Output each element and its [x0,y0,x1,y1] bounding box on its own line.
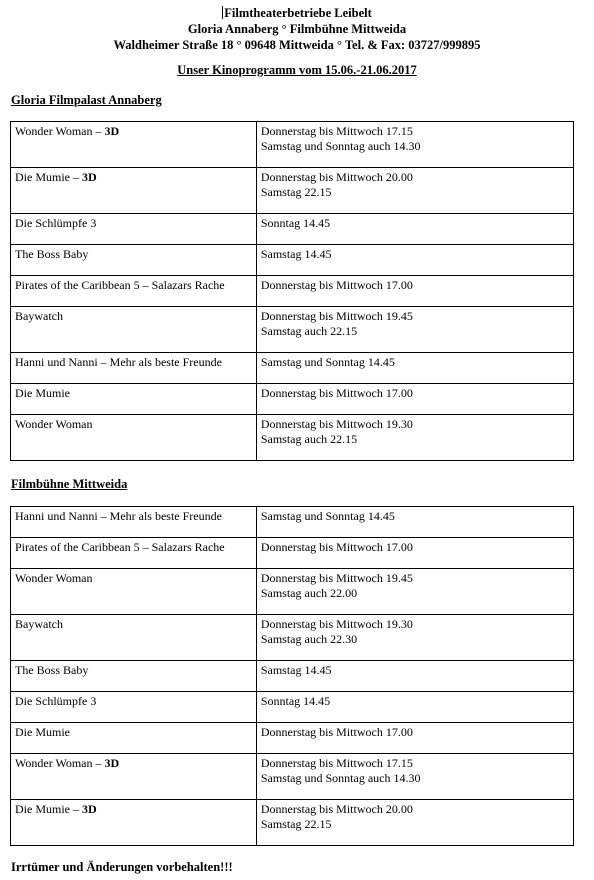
times-cell [256,754,573,800]
table-row [11,276,574,307]
showtime: Samstag und Sonntag auch 14.30 [260,771,421,785]
film-format: 3D [82,802,97,816]
showtime: Samstag 14.45 [260,247,332,261]
showtime: Donnerstag bis Mittwoch 19.30 [260,617,413,631]
showtime: Samstag auch 22.30 [260,632,358,646]
times-cell [256,615,573,661]
film-cell [11,538,257,569]
film-format: 3D [104,124,120,138]
times-cell [256,168,573,214]
schedule-table-mittweida [10,506,574,846]
showtime: Samstag und Sonntag 14.45 [260,509,395,523]
showtime: Samstag auch 22.15 [260,432,358,446]
table-row [11,384,574,415]
film-cell [11,353,257,384]
document-header [0,5,594,53]
film-title: Pirates of the Caribbean 5 – Salazars Rache [15,278,225,292]
times-cell [256,214,573,245]
section-title-mittweida: Filmbühne Mittweida [11,477,128,491]
table-row [11,214,574,245]
header-company-line [0,5,594,21]
film-cell [11,723,257,754]
film-cell [11,276,257,307]
film-cell [11,384,257,415]
section-title-annaberg: Gloria Filmpalast Annaberg [11,93,162,107]
table-row [11,122,574,168]
film-cell [11,245,257,276]
film-cell [11,661,257,692]
film-title: Die Schlümpfe 3 [15,694,97,708]
table-row [11,307,574,353]
film-format: 3D [104,756,120,770]
film-title: Die Mumie [15,725,70,739]
film-cell [11,569,257,615]
showtime: Donnerstag bis Mittwoch 20.00 [260,170,413,184]
film-title: Wonder Woman [15,417,93,431]
showtime: Samstag 22.15 [260,185,332,199]
showtime: Samstag und Sonntag 14.45 [260,355,395,369]
showtime: Samstag 14.45 [260,663,332,677]
showtime: Donnerstag bis Mittwoch 17.15 [260,124,413,138]
table-row [11,800,574,846]
film-cell [11,168,257,214]
film-title: The Boss Baby [15,247,89,261]
table-row [11,723,574,754]
film-title: Die Mumie [15,386,70,400]
times-cell [256,353,573,384]
film-cell [11,507,257,538]
showtime: Donnerstag bis Mittwoch 17.00 [260,725,413,739]
table-row [11,353,574,384]
table-row [11,661,574,692]
film-title: Hanni und Nanni – Mehr als beste Freunde [15,509,222,523]
film-title: Die Mumie – [15,170,82,184]
showtime: Samstag auch 22.15 [260,324,358,338]
showtime: Sonntag 14.45 [260,694,331,708]
film-title: Baywatch [15,617,63,631]
times-cell [256,415,573,461]
film-cell [11,754,257,800]
film-cell [11,615,257,661]
showtime: Samstag 22.15 [260,817,332,831]
film-cell [11,800,257,846]
showtime: Samstag auch 22.00 [260,586,358,600]
showtime: Donnerstag bis Mittwoch 19.30 [260,417,413,431]
header-venues: Gloria Annaberg ° Filmbühne Mittweida [187,22,407,36]
schedule-table-annaberg [10,121,574,461]
film-title: Wonder Woman – [15,756,105,770]
film-cell [11,307,257,353]
film-title: Hanni und Nanni – Mehr als beste Freunde [15,355,222,369]
showtime: Donnerstag bis Mittwoch 20.00 [260,802,413,816]
film-format: 3D [82,170,97,184]
times-cell [256,661,573,692]
film-title: Die Schlümpfe 3 [15,216,97,230]
times-cell [256,800,573,846]
times-cell [256,538,573,569]
film-title: Wonder Woman [15,571,93,585]
table-row [11,754,574,800]
table-row [11,245,574,276]
table-row [11,507,574,538]
table-row [11,168,574,214]
film-title: The Boss Baby [15,663,89,677]
film-cell [11,214,257,245]
showtime: Donnerstag bis Mittwoch 19.45 [260,309,413,323]
times-cell [256,569,573,615]
times-cell [256,507,573,538]
film-cell [11,692,257,723]
table-row [11,415,574,461]
times-cell [256,692,573,723]
film-cell [11,122,257,168]
showtime: Donnerstag bis Mittwoch 17.15 [260,756,413,770]
film-title: Pirates of the Caribbean 5 – Salazars Rache [15,540,225,554]
times-cell [256,723,573,754]
times-cell [256,245,573,276]
table-row [11,615,574,661]
showtime: Donnerstag bis Mittwoch 17.00 [260,278,413,292]
showtime: Sonntag 14.45 [260,216,331,230]
showtime: Donnerstag bis Mittwoch 17.00 [260,540,413,554]
film-title: Baywatch [15,309,63,323]
times-cell [256,384,573,415]
table-row [11,692,574,723]
showtime: Samstag und Sonntag auch 14.30 [260,139,421,153]
times-cell [256,122,573,168]
times-cell [256,276,573,307]
disclaimer: Irrtümer und Änderungen vorbehalten!!! [11,860,233,874]
film-title: Die Mumie – [15,802,82,816]
header-address: Waldheimer Straße 18 ° 09648 Mittweida ° Tel. & Fax: 03727/999895 [113,38,481,52]
film-title: Wonder Woman – [15,124,105,138]
film-cell [11,415,257,461]
times-cell [256,307,573,353]
header-company: Filmtheaterbetriebe Leibelt [224,6,372,20]
table-row [11,538,574,569]
program-title: Unser Kinoprogramm vom 15.06.-21.06.2017 [177,63,417,77]
showtime: Donnerstag bis Mittwoch 19.45 [260,571,413,585]
table-row [11,569,574,615]
showtime: Donnerstag bis Mittwoch 17.00 [260,386,413,400]
